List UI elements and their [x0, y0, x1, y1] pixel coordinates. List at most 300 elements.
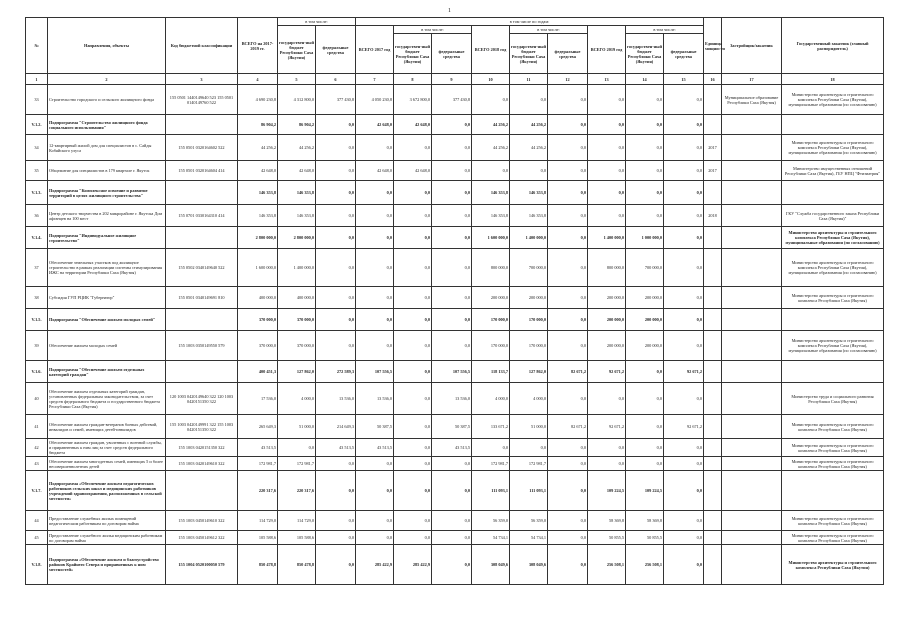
amount-cell: 42 648,0	[356, 115, 394, 135]
amount-cell: 13 536,0	[356, 383, 394, 415]
amount-cell: 170 000,0	[472, 309, 510, 331]
amount-cell: 370 000,0	[278, 331, 316, 361]
row-number: V.1.3.	[26, 181, 48, 205]
row-name: Обеспечение жильем молодых семей	[48, 331, 166, 361]
amount-cell: 272 589,3	[316, 361, 356, 383]
grbs-cell	[782, 115, 884, 135]
amount-cell: 118 133,7	[472, 361, 510, 383]
amount-cell: 0,0	[472, 439, 510, 457]
row-number: 38	[26, 287, 48, 309]
amount-cell: 42 648,0	[238, 161, 278, 181]
column-number: 17	[722, 74, 782, 85]
amount-cell: 44 256,2	[472, 135, 510, 161]
amount-cell: 1 000 000,0	[626, 227, 664, 249]
amount-cell: 86 904,2	[278, 115, 316, 135]
column-number: 16	[704, 74, 722, 85]
amount-cell: 4 050 230,8	[356, 85, 394, 115]
header-total: ВСЕГО на 2017-2019 гг.	[238, 18, 278, 74]
amount-cell: 0,0	[394, 457, 432, 471]
amount-cell: 370 000,0	[238, 331, 278, 361]
capacity-cell	[704, 457, 722, 471]
grbs-cell: Министерство труда и социального развития Республики Саха (Якутия)	[782, 383, 884, 415]
amount-cell: 220 317,6	[278, 471, 316, 511]
column-number: 9	[432, 74, 472, 85]
developer-cell	[722, 205, 782, 227]
row-number: V.1.8.	[26, 545, 48, 585]
grbs-cell: Министерство архитектуры и строительного комплекса Республики Саха (Якутия)	[782, 415, 884, 439]
amount-cell: 92 671,2	[588, 361, 626, 383]
amount-cell: 0,0	[664, 181, 704, 205]
amount-cell: 0,0	[432, 205, 472, 227]
amount-cell: 109 224,5	[588, 471, 626, 511]
amount-cell: 308 049,6	[472, 545, 510, 585]
amount-cell: 0,0	[432, 227, 472, 249]
amount-cell: 0,0	[394, 249, 432, 287]
amount-cell: 400 451,3	[238, 361, 278, 383]
amount-cell: 308 049,6	[510, 545, 548, 585]
amount-cell: 172 981,7	[278, 457, 316, 471]
column-number: 1	[26, 74, 48, 85]
grbs-cell: Министерство архитектуры и строительного комплекса Республики Саха (Якутия), муниципальные образования (по согласованию)	[782, 249, 884, 287]
amount-cell: 82 671,2	[548, 361, 588, 383]
amount-cell: 170 000,0	[510, 309, 548, 331]
amount-cell: 0,0	[316, 331, 356, 361]
row-name: Подпрограмма "Обеспечение жильем молодых семей"	[48, 309, 166, 331]
developer-cell	[722, 249, 782, 287]
row-name: Подпрограмма "Индивидуальное жилищное строительство"	[48, 227, 166, 249]
amount-cell: 0,0	[626, 457, 664, 471]
amount-cell: 0,0	[664, 85, 704, 115]
amount-cell: 0,0	[394, 511, 432, 531]
amount-cell: 0,0	[316, 457, 356, 471]
developer-cell	[722, 531, 782, 545]
amount-cell: 0,0	[356, 457, 394, 471]
amount-cell: 0,0	[316, 227, 356, 249]
amount-cell: 0,0	[626, 161, 664, 181]
budget-code: 120 1003 0420149640 322 120 1003 0420151350 322	[166, 383, 238, 415]
row-number: V.1.2.	[26, 115, 48, 135]
amount-cell: 850 478,8	[278, 545, 316, 585]
table-row	[26, 415, 884, 439]
amount-cell: 0,0	[626, 205, 664, 227]
amount-cell: 0,0	[664, 471, 704, 511]
amount-cell: 56 359,0	[510, 511, 548, 531]
capacity-cell: 2018	[704, 205, 722, 227]
capacity-cell	[704, 249, 722, 287]
amount-cell: 0,0	[394, 309, 432, 331]
budget-code: 155 1003 0420151350 322	[166, 439, 238, 457]
amount-cell: 105 588,6	[238, 531, 278, 545]
amount-cell: 44 256,2	[510, 135, 548, 161]
row-name: Обеспечение жильем многодетных семей, имеющих 5 и более несовершеннолетних детей	[48, 457, 166, 471]
amount-cell: 0,0	[356, 135, 394, 161]
amount-cell: 285 422,9	[356, 545, 394, 585]
amount-cell: 0,0	[394, 287, 432, 309]
amount-cell: 107 556,5	[356, 361, 394, 383]
column-number: 4	[238, 74, 278, 85]
amount-cell: 0,0	[394, 415, 432, 439]
grbs-cell	[782, 181, 884, 205]
header-federal: федеральные средства	[316, 26, 356, 74]
amount-cell: 0,0	[356, 531, 394, 545]
row-name: Подпрограмма «Обеспечение жильем педагогических работников сельских школ и медицинских работников учреждений здравоохранения, расположенных в сельской местности»	[48, 471, 166, 511]
row-number: 43	[26, 457, 48, 471]
amount-cell: 200 000,0	[626, 287, 664, 309]
amount-cell: 82 671,2	[548, 415, 588, 439]
amount-cell: 44 256,2	[510, 115, 548, 135]
table-body	[26, 85, 884, 585]
capacity-cell	[704, 227, 722, 249]
grbs-cell: Министерство архитектуры и строительного комплекса Республики Саха (Якутия)	[782, 287, 884, 309]
amount-cell: 0,0	[664, 439, 704, 457]
row-name: Подпрограмма "Комплексное освоение и развитие территорий в целях жилищного строительства"	[48, 181, 166, 205]
amount-cell: 2 800 000,0	[238, 227, 278, 249]
amount-cell: 370 000,0	[278, 309, 316, 331]
budget-code: 155 0501 0340149691 810	[166, 287, 238, 309]
developer-cell	[722, 309, 782, 331]
developer-cell	[722, 115, 782, 135]
developer-cell	[722, 457, 782, 471]
header-federal-2018: федеральные средства	[548, 34, 588, 74]
amount-cell: 0,0	[548, 511, 588, 531]
amount-cell: 0,0	[356, 331, 394, 361]
capacity-cell	[704, 181, 722, 205]
amount-cell: 0,0	[394, 531, 432, 545]
row-number: 39	[26, 331, 48, 361]
amount-cell: 0,0	[664, 135, 704, 161]
row-name: 12-квартирный жилой дом для специалистов в с. Сайды Кобяйского улуса	[48, 135, 166, 161]
header-incl-a: в том числе:	[394, 26, 472, 34]
amount-cell: 13 536,0	[316, 383, 356, 415]
developer-cell	[722, 161, 782, 181]
amount-cell: 200 000,0	[588, 287, 626, 309]
amount-cell: 43 513,5	[356, 439, 394, 457]
amount-cell: 50 855,5	[626, 531, 664, 545]
amount-cell: 51 000,0	[278, 415, 316, 439]
column-number: 14	[626, 74, 664, 85]
grbs-cell	[782, 361, 884, 383]
header-republic-2019: государствен-ный бюджет Республики Саха (Якутия)	[626, 34, 664, 74]
budget-code: 155 1003 0450149610 322	[166, 511, 238, 531]
row-name: Предоставление служебных жилых помещений педагогическим работникам по договорам найма	[48, 511, 166, 531]
amount-cell: 0,0	[548, 115, 588, 135]
amount-cell: 170 000,0	[472, 331, 510, 361]
amount-cell: 0,0	[664, 545, 704, 585]
column-number: 12	[548, 74, 588, 85]
amount-cell: 0,0	[626, 415, 664, 439]
amount-cell: 0,0	[510, 85, 548, 115]
budget-code: 155 0501 0320164602 522	[166, 135, 238, 161]
capacity-cell	[704, 331, 722, 361]
amount-cell: 370 000,0	[238, 309, 278, 331]
amount-cell: 0,0	[356, 249, 394, 287]
grbs-cell: Министерство архитектуры и строительного комплекса Республики Саха (Якутия), муниципальные образования (по согласованию)	[782, 331, 884, 361]
amount-cell: 1 600 000,0	[238, 249, 278, 287]
amount-cell: 0,0	[356, 181, 394, 205]
column-number: 2	[48, 74, 166, 85]
amount-cell: 92 671,2	[664, 415, 704, 439]
developer-cell	[722, 181, 782, 205]
budget-code: 155 0502 0340149640 522	[166, 249, 238, 287]
amount-cell: 43 513,5	[432, 439, 472, 457]
row-number: 37	[26, 249, 48, 287]
amount-cell: 0,0	[316, 249, 356, 287]
table-row	[26, 135, 884, 161]
amount-cell: 0,0	[316, 309, 356, 331]
amount-cell: 0,0	[316, 287, 356, 309]
amount-cell: 127 862,0	[278, 361, 316, 383]
capacity-cell	[704, 287, 722, 309]
amount-cell: 146 353,8	[510, 205, 548, 227]
row-name: Предоставление служебного жилья медицинским работникам по договорам найма	[48, 531, 166, 545]
amount-cell: 0,0	[588, 85, 626, 115]
amount-cell: 0,0	[432, 309, 472, 331]
developer-cell	[722, 135, 782, 161]
amount-cell: 0,0	[548, 471, 588, 511]
amount-cell: 13 536,0	[432, 383, 472, 415]
header-name: Направления, объекты	[48, 18, 166, 74]
capacity-cell	[704, 85, 722, 115]
amount-cell: 0,0	[316, 115, 356, 135]
grbs-cell: Министерство архитектуры и строительного комплекса Республики Саха (Якутия), муниципальные образования (по согласованию)	[782, 135, 884, 161]
amount-cell: 0,0	[432, 249, 472, 287]
amount-cell: 256 508,1	[626, 545, 664, 585]
row-name: Обеспечение жильем граждан, уволенных с военной службы, и приравненных к ним лиц за счет средств федерального бюджета	[48, 439, 166, 457]
amount-cell: 700 000,0	[626, 249, 664, 287]
amount-cell: 0,0	[510, 161, 548, 181]
header-incl-2: в том числе по годам:	[356, 18, 704, 26]
amount-cell: 0,0	[548, 205, 588, 227]
amount-cell: 109 224,5	[626, 471, 664, 511]
header-capacity: Единица мощности	[704, 18, 722, 74]
amount-cell: 200 000,0	[472, 287, 510, 309]
amount-cell: 214 649,3	[316, 415, 356, 439]
column-number: 6	[316, 74, 356, 85]
amount-cell: 0,0	[394, 439, 432, 457]
amount-cell: 0,0	[548, 181, 588, 205]
amount-cell: 0,0	[316, 135, 356, 161]
amount-cell: 172 981,7	[238, 457, 278, 471]
budget-code: 155 0701 0330164310 414	[166, 205, 238, 227]
amount-cell: 0,0	[356, 227, 394, 249]
amount-cell: 0,0	[316, 471, 356, 511]
amount-cell: 0,0	[664, 383, 704, 415]
amount-cell: 54 734,1	[472, 531, 510, 545]
table-row	[26, 511, 884, 531]
amount-cell: 0,0	[626, 135, 664, 161]
amount-cell: 0,0	[394, 331, 432, 361]
row-name: Обеспечение земельных участков под жилищное строительство в рамках реализации системы стимулирования ИЖС на территории Республики Саха (Якутия)	[48, 249, 166, 287]
header-no: №	[26, 18, 48, 74]
amount-cell: 0,0	[664, 161, 704, 181]
amount-cell: 146 353,8	[278, 181, 316, 205]
budget-code	[166, 181, 238, 205]
developer-cell	[722, 227, 782, 249]
amount-cell: 0,0	[432, 161, 472, 181]
amount-cell: 285 422,9	[394, 545, 432, 585]
amount-cell: 0,0	[432, 545, 472, 585]
amount-cell: 4 000,0	[510, 383, 548, 415]
amount-cell: 0,0	[548, 161, 588, 181]
row-number: 34	[26, 135, 48, 161]
amount-cell: 0,0	[356, 511, 394, 531]
capacity-cell	[704, 361, 722, 383]
header-grbs: Государственный заказчик (главный распорядитель)	[782, 18, 884, 74]
amount-cell: 0,0	[588, 135, 626, 161]
budget-code	[166, 471, 238, 511]
header-incl-b: в том числе:	[510, 26, 588, 34]
budget-code	[166, 227, 238, 249]
column-number: 11	[510, 74, 548, 85]
amount-cell: 0,0	[316, 205, 356, 227]
amount-cell: 0,0	[626, 361, 664, 383]
capacity-cell	[704, 439, 722, 457]
grbs-cell	[782, 471, 884, 511]
amount-cell: 114 729,0	[238, 511, 278, 531]
column-number: 5	[278, 74, 316, 85]
capacity-cell	[704, 471, 722, 511]
header-2017: ВСЕГО 2017 год	[356, 26, 394, 74]
amount-cell: 0,0	[356, 205, 394, 227]
table-row	[26, 331, 884, 361]
budget-code: 155 1004 0520100050 579	[166, 545, 238, 585]
amount-cell: 4 000,0	[472, 383, 510, 415]
developer-cell	[722, 511, 782, 531]
table-row	[26, 249, 884, 287]
amount-cell: 377 430,8	[316, 85, 356, 115]
header-republic-2018: государствен-ный бюджет Республики Саха (Якутия)	[510, 34, 548, 74]
amount-cell: 42 648,0	[356, 161, 394, 181]
amount-cell: 0,0	[472, 85, 510, 115]
amount-cell: 700 000,0	[510, 249, 548, 287]
row-number: 41	[26, 415, 48, 439]
capacity-cell	[704, 531, 722, 545]
row-number: V.1.4.	[26, 227, 48, 249]
grbs-cell: Министерство архитектуры и строительного комплекса Республики Саха (Якутия)	[782, 439, 884, 457]
row-number: 35	[26, 161, 48, 181]
amount-cell: 50 855,5	[588, 531, 626, 545]
amount-cell: 0,0	[664, 511, 704, 531]
amount-cell: 2 800 000,0	[278, 227, 316, 249]
amount-cell: 0,0	[394, 135, 432, 161]
row-number: 44	[26, 511, 48, 531]
amount-cell: 0,0	[626, 85, 664, 115]
amount-cell: 200 000,0	[588, 309, 626, 331]
amount-cell: 4 690 230,8	[238, 85, 278, 115]
amount-cell: 0,0	[548, 439, 588, 457]
budget-code: 155 0501 1440149640 523 155 0501 0140149760 522	[166, 85, 238, 115]
table-row	[26, 309, 884, 331]
developer-cell	[722, 331, 782, 361]
amount-cell: 146 353,8	[238, 205, 278, 227]
amount-cell: 0,0	[356, 287, 394, 309]
column-number: 10	[472, 74, 510, 85]
amount-cell: 200 000,0	[588, 331, 626, 361]
capacity-cell: 2017	[704, 161, 722, 181]
developer-cell	[722, 439, 782, 457]
amount-cell: 4 000,0	[278, 383, 316, 415]
amount-cell: 0,0	[394, 227, 432, 249]
header-developer: Застройщик/заказчик	[722, 18, 782, 74]
budget-code: 155 1003 0450149612 322	[166, 531, 238, 545]
capacity-cell	[704, 415, 722, 439]
grbs-cell: Министерство имущественных отношений Республики Саха (Якутия), ГБУ НПЦ "Фтизиатрия"	[782, 161, 884, 181]
row-number: V.1.6.	[26, 361, 48, 383]
developer-cell	[722, 545, 782, 585]
developer-cell	[722, 383, 782, 415]
amount-cell: 400 000,0	[278, 287, 316, 309]
amount-cell: 172 981,7	[510, 457, 548, 471]
amount-cell: 42 648,0	[278, 161, 316, 181]
table-row	[26, 287, 884, 309]
amount-cell: 44 256,2	[278, 135, 316, 161]
row-number: 33	[26, 85, 48, 115]
row-name: Подпрограмма «Обеспечение жильем и благоустройство районов Крайнего Севера и приравненных к ним местностей»	[48, 545, 166, 585]
amount-cell: 0,0	[548, 331, 588, 361]
table-row	[26, 545, 884, 585]
amount-cell: 1 600 000,0	[472, 227, 510, 249]
amount-cell: 50 387,5	[432, 415, 472, 439]
grbs-cell: ГКУ "Служба государственного заказа Республики Саха (Якутия)"	[782, 205, 884, 227]
amount-cell: 0,0	[588, 181, 626, 205]
table-row	[26, 205, 884, 227]
amount-cell: 0,0	[626, 115, 664, 135]
amount-cell: 0,0	[394, 471, 432, 511]
row-number: 42	[26, 439, 48, 457]
capacity-cell	[704, 545, 722, 585]
amount-cell: 0,0	[394, 205, 432, 227]
amount-cell: 0,0	[356, 471, 394, 511]
table-row	[26, 471, 884, 511]
header-2019: ВСЕГО 2019 год	[588, 26, 626, 74]
amount-cell: 54 734,1	[510, 531, 548, 545]
header-code: Код бюджетной классификации	[166, 18, 238, 74]
amount-cell: 0,0	[278, 439, 316, 457]
page-number: 1	[448, 8, 451, 14]
amount-cell: 0,0	[394, 383, 432, 415]
amount-cell: 200 000,0	[626, 309, 664, 331]
budget-code: 155 1003 0420149610 322	[166, 457, 238, 471]
amount-cell: 0,0	[664, 287, 704, 309]
budget-code	[166, 361, 238, 383]
capacity-cell	[704, 383, 722, 415]
amount-cell: 111 093,1	[510, 471, 548, 511]
row-name: Субсидия ГУП РЦИК "Губернатор"	[48, 287, 166, 309]
budget-code	[166, 115, 238, 135]
amount-cell: 0,0	[548, 227, 588, 249]
grbs-cell: Министерство архитектуры и строительного комплекса Республики Саха (Якутия)	[782, 531, 884, 545]
table-row	[26, 85, 884, 115]
amount-cell: 86 904,2	[238, 115, 278, 135]
row-number: 45	[26, 531, 48, 545]
grbs-cell	[782, 309, 884, 331]
amount-cell: 220 317,6	[238, 471, 278, 511]
amount-cell: 0,0	[588, 161, 626, 181]
amount-cell: 0,0	[588, 439, 626, 457]
amount-cell: 58 369,8	[626, 511, 664, 531]
amount-cell: 850 478,8	[238, 545, 278, 585]
row-number: V.1.7.	[26, 471, 48, 511]
header-republic: государствен-ный бюджет Республики Саха (Якутия)	[278, 26, 316, 74]
header-republic-2017: государствен-ный бюджет Республики Саха (Якутия)	[394, 34, 432, 74]
column-number: 15	[664, 74, 704, 85]
amount-cell: 50 387,5	[356, 415, 394, 439]
amount-cell: 0,0	[316, 545, 356, 585]
amount-cell: 56 359,0	[472, 511, 510, 531]
developer-cell	[722, 361, 782, 383]
amount-cell: 200 000,0	[626, 331, 664, 361]
amount-cell: 0,0	[548, 85, 588, 115]
